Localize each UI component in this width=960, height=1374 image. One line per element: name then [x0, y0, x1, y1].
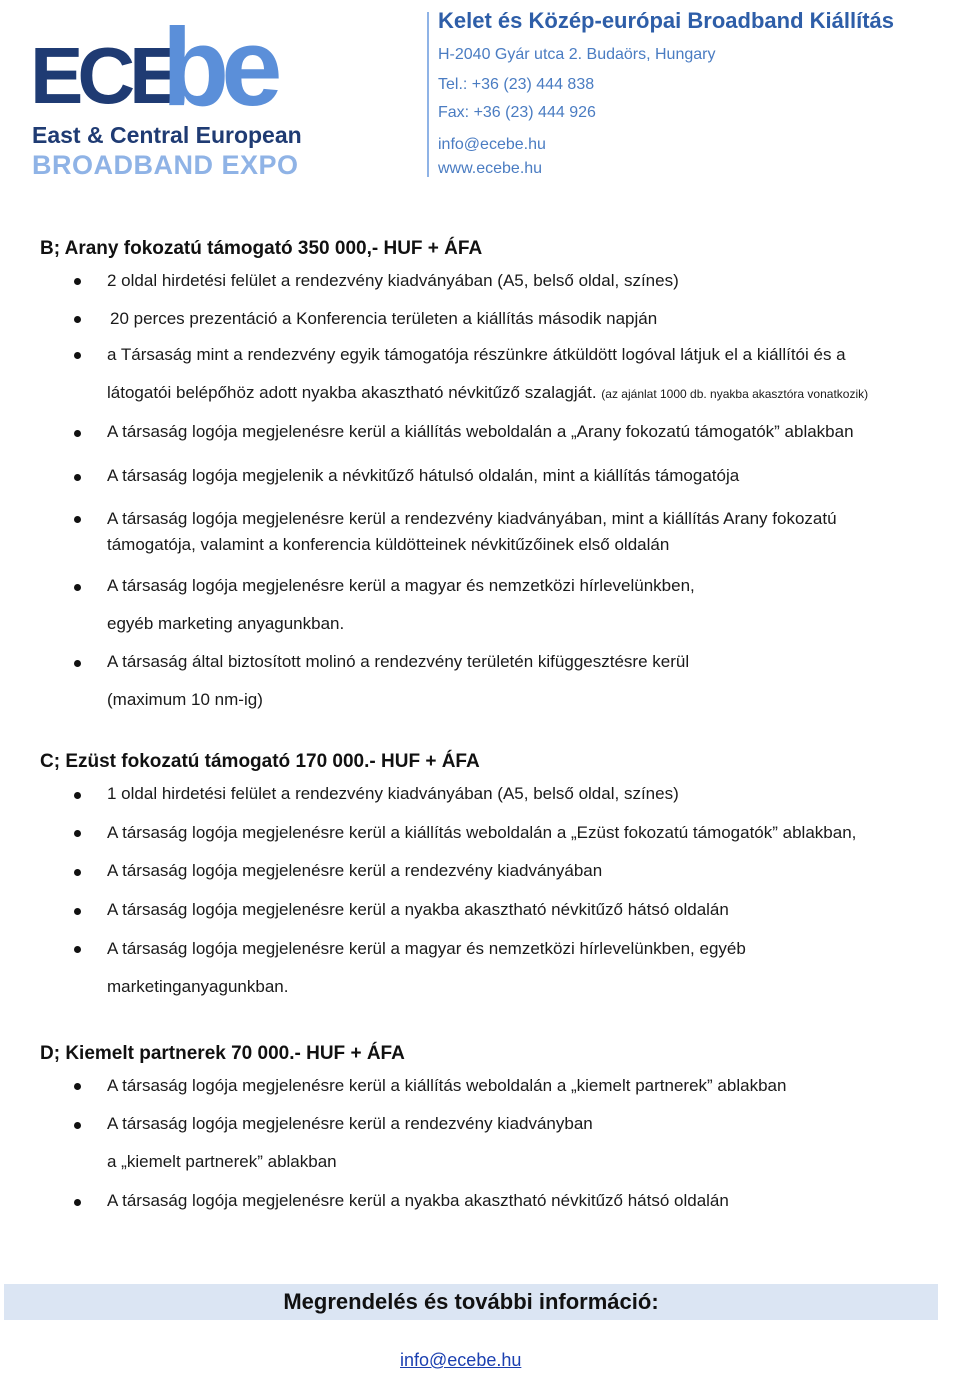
list-item: A társaság logója megjelenésre kerül a magyar és nemzetközi hírlevelünkben, egyéb: [107, 939, 746, 958]
header-divider: [427, 12, 429, 177]
bullet: [74, 1083, 81, 1090]
bullet: [74, 946, 81, 953]
website-link[interactable]: www.ecebe.hu: [438, 160, 543, 177]
order-info-title: Megrendelés és további információ:: [283, 1289, 659, 1314]
contact-block: [438, 8, 894, 177]
contact-email-link[interactable]: info@ecebe.hu: [400, 1350, 522, 1370]
list-item: A társaság logója megjelenésre kerül a magyar és nemzetközi hírlevelünkben,: [107, 576, 695, 595]
bullet: [74, 792, 81, 799]
list-item: A társaság logója megjelenésre kerül a kiállítás weboldalán a „Arany fokozatú támogatók” ablakban: [107, 422, 854, 441]
logo-ece-text: ECE: [30, 31, 177, 120]
list-item: 1 oldal hirdetési felület a rendezvény kiadványában (A5, belső oldal, színes): [107, 784, 679, 803]
list-item-continuation: egyéb marketing anyagunkban.: [107, 614, 345, 633]
bullet: [74, 474, 81, 481]
bullet: [74, 660, 81, 667]
list-item: a Társaság mint a rendezvény egyik támogatója részünkre átküldött logóval látjuk el a kiállítói és a: [107, 345, 846, 364]
list-item: A társaság logója megjelenésre kerül a kiállítás weboldalán a „Ezüst fokozatú támogatók” ablakban,: [107, 823, 857, 842]
list-item-continuation: (maximum 10 nm-ig): [107, 690, 263, 709]
bullet: [74, 316, 81, 323]
phone: Tel.: +36 (23) 444 838: [438, 76, 595, 93]
list-item-continuation: támogatója, valamint a konferencia küldötteinek névkitűzőinek első oldalán: [107, 535, 670, 554]
order-info-banner: [4, 1284, 938, 1320]
list-item: A társaság logója megjelenik a névkitűző hátulsó oldalán, mint a kiállítás támogatója: [107, 466, 740, 485]
section-c-title: C; Ezüst fokozatú támogató 170 000.- HUF + ÁFA: [40, 751, 480, 772]
list-item: A társaság logója megjelenésre kerül a rendezvény kiadványában: [107, 861, 603, 880]
section-d-title: D; Kiemelt partnerek 70 000.- HUF + ÁFA: [40, 1043, 405, 1064]
address: H-2040 Gyár utca 2. Budaörs, Hungary: [438, 46, 716, 63]
bullet: [74, 278, 81, 285]
list-item: A társaság logója megjelenésre kerül a nyakba akasztható névkitűző hátsó oldalán: [107, 900, 729, 919]
letterhead: [0, 0, 960, 200]
bullet: [74, 352, 81, 359]
section-b-title: B; Arany fokozatú támogató 350 000,- HUF + ÁFA: [40, 238, 483, 259]
bullet: [74, 908, 81, 915]
logo-tagline-2: BROADBAND EXPO: [32, 150, 299, 180]
email-link[interactable]: info@ecebe.hu: [438, 136, 546, 153]
bullet: [74, 584, 81, 591]
fax: Fax: +36 (23) 444 926: [438, 104, 596, 121]
list-item: A társaság logója megjelenésre kerül a rendezvény kiadványában, mint a kiállítás Arany fokozatú: [107, 509, 837, 528]
bullet: [74, 516, 81, 523]
ecebe-logo: [30, 6, 310, 190]
bullet: [74, 430, 81, 437]
list-item-continuation: látogatói belépőhöz adott nyakba akasztható névkitűző szalagját. (az ajánlat 1000 db. nyakba akasztóra vonatkozik): [107, 383, 869, 402]
list-item: A társaság logója megjelenésre kerül a rendezvény kiadványban: [107, 1114, 593, 1133]
list-item: A társaság által biztosított molinó a rendezvény területén kifüggesztésre kerül: [107, 652, 690, 671]
bullet: [74, 1199, 81, 1206]
organization-name: Kelet és Közép-európai Broadband Kiállítás: [438, 8, 894, 33]
list-item-continuation: a „kiemelt partnerek” ablakban: [107, 1152, 337, 1171]
bullet: [74, 1122, 81, 1129]
logo-be-text: be: [162, 6, 275, 129]
list-item: 20 perces prezentáció a Konferencia területen a kiállítás második napján: [110, 309, 658, 328]
bullet: [74, 830, 81, 837]
bullet: [74, 869, 81, 876]
list-item: 2 oldal hirdetési felület a rendezvény kiadványában (A5, belső oldal, színes): [107, 271, 679, 290]
list-item-continuation: marketinganyagunkban.: [107, 977, 289, 996]
logo-tagline-1: East & Central European: [32, 122, 302, 148]
list-item: A társaság logója megjelenésre kerül a kiállítás weboldalán a „kiemelt partnerek” ablakban: [107, 1076, 787, 1095]
list-item: A társaság logója megjelenésre kerül a nyakba akasztható névkitűző hátsó oldalán: [107, 1191, 729, 1210]
list-item-note: (az ajánlat 1000 db. nyakba akasztóra vonatkozik): [601, 387, 869, 401]
